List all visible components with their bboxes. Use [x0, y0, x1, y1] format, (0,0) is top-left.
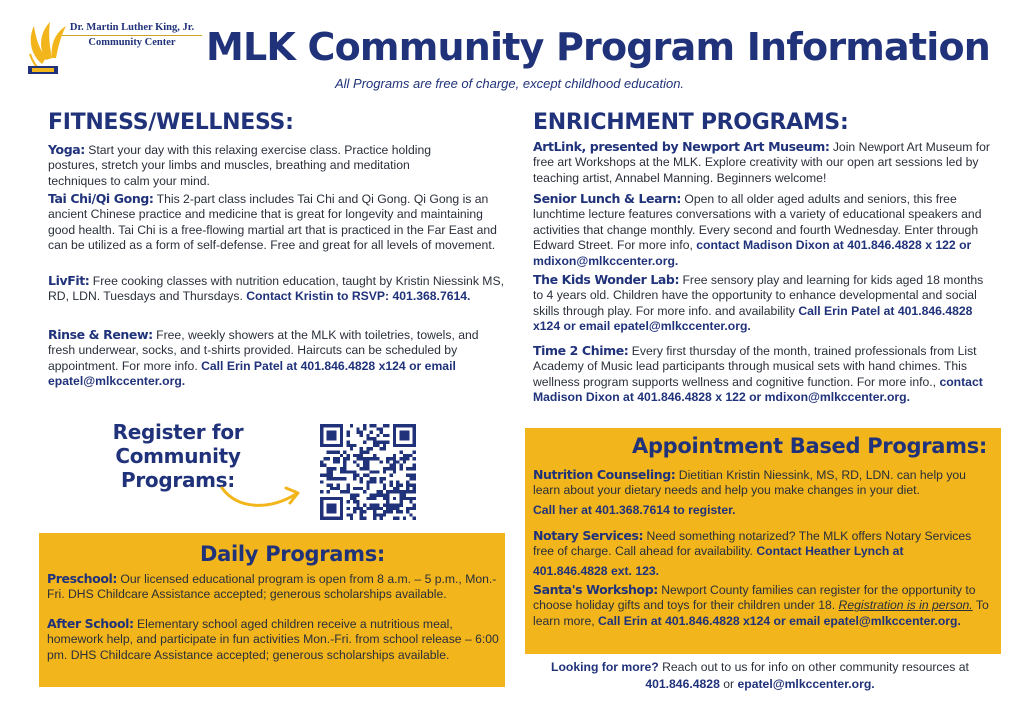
program-label: Time 2 Chime: — [533, 343, 629, 358]
program-nutrition-counseling — [533, 467, 988, 518]
footer-email: epatel@mlkccenter.org. — [737, 677, 875, 691]
program-description: Elementary school aged children receive a nutritious meal, homework help, and participate in fun activities Mon.-Fri. from school release – 6:00 pm. DHS Childcare Assistance accepted; generous scholarships available. — [47, 617, 499, 662]
footer-phone: 401.846.4828 — [645, 677, 720, 691]
program-description: Join Newport Art Museum for free art Workshops at the MLK. Explore creativity with our open art sessions led by teaching artist, Annabel Manning. Beginners welcome! — [533, 140, 990, 185]
daily-programs-heading: Daily Programs: — [200, 542, 386, 566]
program-label: Preschool: — [47, 571, 118, 586]
program-description: Newport County families can register for the opportunity to choose holiday gifts and toys for their children under 18. — [533, 583, 976, 613]
program-label: Notary Services: — [533, 528, 644, 543]
program-kids-wonder-lab — [533, 272, 995, 335]
enrichment-heading: ENRICHMENT PROGRAMS: — [533, 110, 849, 135]
register-line-2: Community Programs: — [115, 444, 241, 492]
program-description-2: To learn more, — [533, 598, 989, 628]
program-rinse-renew — [48, 327, 503, 390]
program-label: After School: — [47, 616, 134, 631]
program-label: Nutrition Counseling: — [533, 467, 676, 482]
program-tai-chi — [48, 191, 508, 254]
program-livfit — [48, 273, 510, 305]
page-subtitle: All Programs are free of charge, except childhood education. — [335, 76, 685, 91]
program-label: The Kids Wonder Lab: — [533, 272, 680, 287]
program-label: Yoga: — [48, 142, 85, 157]
program-contact: contact Madison Dixon at 401.846.4828 x 122 or mdixon@mlkccenter.org. — [533, 374, 983, 405]
program-preschool — [47, 571, 499, 603]
logo-line-2: Community Center — [62, 35, 202, 49]
program-time-2-chime — [533, 343, 993, 406]
program-senior-lunch — [533, 191, 995, 269]
program-label: LivFit: — [48, 273, 90, 288]
footer-contact — [540, 659, 980, 693]
program-label: Senior Lunch & Learn: — [533, 191, 681, 206]
program-description: Our licensed educational program is open from 8 a.m. – 5 p.m., Mon.-Fri. DHS Childcare Assistance accepted; generous scholarships available. — [47, 572, 497, 602]
program-contact: Contact Kristin to RSVP: 401.368.7614. — [246, 289, 471, 304]
page-title: MLK Community Program Information — [206, 25, 991, 69]
qr-code[interactable] — [320, 424, 416, 520]
logo-line-1: Dr. Martin Luther King, Jr. — [69, 22, 195, 33]
program-contact: Call Erin Patel at 401.846.4828 x124 or email epatel@mlkccenter.org. — [533, 303, 973, 334]
program-description: Open to all older aged adults and seniors, this free lunchtime lecture features conversations with a variety of educational speakers and activities that change monthly. Every second and fourth Wednesday. Enter through Edward Street. For more info, — [533, 192, 982, 253]
program-contact: Call Erin at 401.846.4828 x124 or email epatel@mlkccenter.org. — [598, 613, 961, 628]
program-description: Free sensory play and learning for kids aged 18 months to 4 years old. Children have the opportunity to enhance developmental and social skills through play. For more info. and availability — [533, 273, 984, 318]
program-label: Santa's Workshop: — [533, 582, 658, 597]
footer-text: Reach out to us for info on other community resources at — [658, 660, 969, 674]
program-contact: Call her at 401.368.7614 to register. — [533, 502, 736, 517]
footer-text-or: or — [719, 677, 738, 691]
program-label: Rinse & Renew: — [48, 327, 153, 342]
program-label: ArtLink, presented by Newport Art Museum: — [533, 139, 830, 154]
program-description: Dietitian Kristin Niessink, MS, RD, LDN. can help you learn about your dietary needs and help you make changes in your diet. — [533, 468, 966, 498]
program-contact: Call Erin Patel at 401.846.4828 x124 or email epatel@mlkccenter.org. — [48, 358, 456, 389]
program-artlink — [533, 139, 993, 186]
register-line-1: Register for — [112, 420, 244, 444]
program-description: Free, weekly showers at the MLK with toiletries, towels, and fresh underwear, socks, and t-shirts provided. Haircuts can be scheduled by appointment. For more info. — [48, 328, 479, 373]
program-yoga — [48, 142, 468, 189]
program-description: Need something notarized? The MLK offers Notary Services free of charge. Call ahead for availability. — [533, 529, 972, 559]
program-contact-phone: 401.846.4828 ext. 123. — [533, 563, 660, 578]
program-notary-services — [533, 528, 988, 579]
program-santas-workshop — [533, 582, 995, 629]
program-description: Start your day with this relaxing exercise class. Practice holding postures, stretch your limbs and muscles, breathing and meditation techniques to calm your mind. — [48, 143, 432, 188]
footer-lead: Looking for more? — [551, 660, 659, 674]
program-description: Free cooking classes with nutrition education, taught by Kristin Niessink MS, RD, LDN. Tuesdays and Thursdays. — [48, 274, 504, 304]
program-contact: Contact Heather Lynch at — [756, 544, 904, 559]
curved-arrow-icon — [218, 480, 304, 512]
registration-note: Registration is in person. — [838, 598, 973, 613]
program-label: Tai Chi/Qi Gong: — [48, 191, 154, 206]
program-description: Every first thursday of the month, trained professionals from List Academy of Music lead participants through musical sets with hand chimes. This wellness program supports wellness and cognitive function. For more info., — [533, 344, 977, 389]
program-after-school — [47, 616, 499, 663]
fitness-heading: FITNESS/WELLNESS: — [48, 110, 294, 135]
appointment-programs-heading: Appointment Based Programs: — [632, 434, 988, 458]
logo-text — [62, 22, 202, 49]
program-description: This 2-part class includes Tai Chi and Qi Gong. Qi Gong is an ancient Chinese practice and medicine that is great for longevity and maintaining good health. Tai Chi is a free-flowing martial art that is practiced in the Far East and can be utilized as a form of self-defense. Free and great for all levels of movement. — [48, 192, 497, 253]
program-contact: contact Madison Dixon at 401.846.4828 x 122 or mdixon@mlkccenter.org. — [533, 238, 972, 268]
